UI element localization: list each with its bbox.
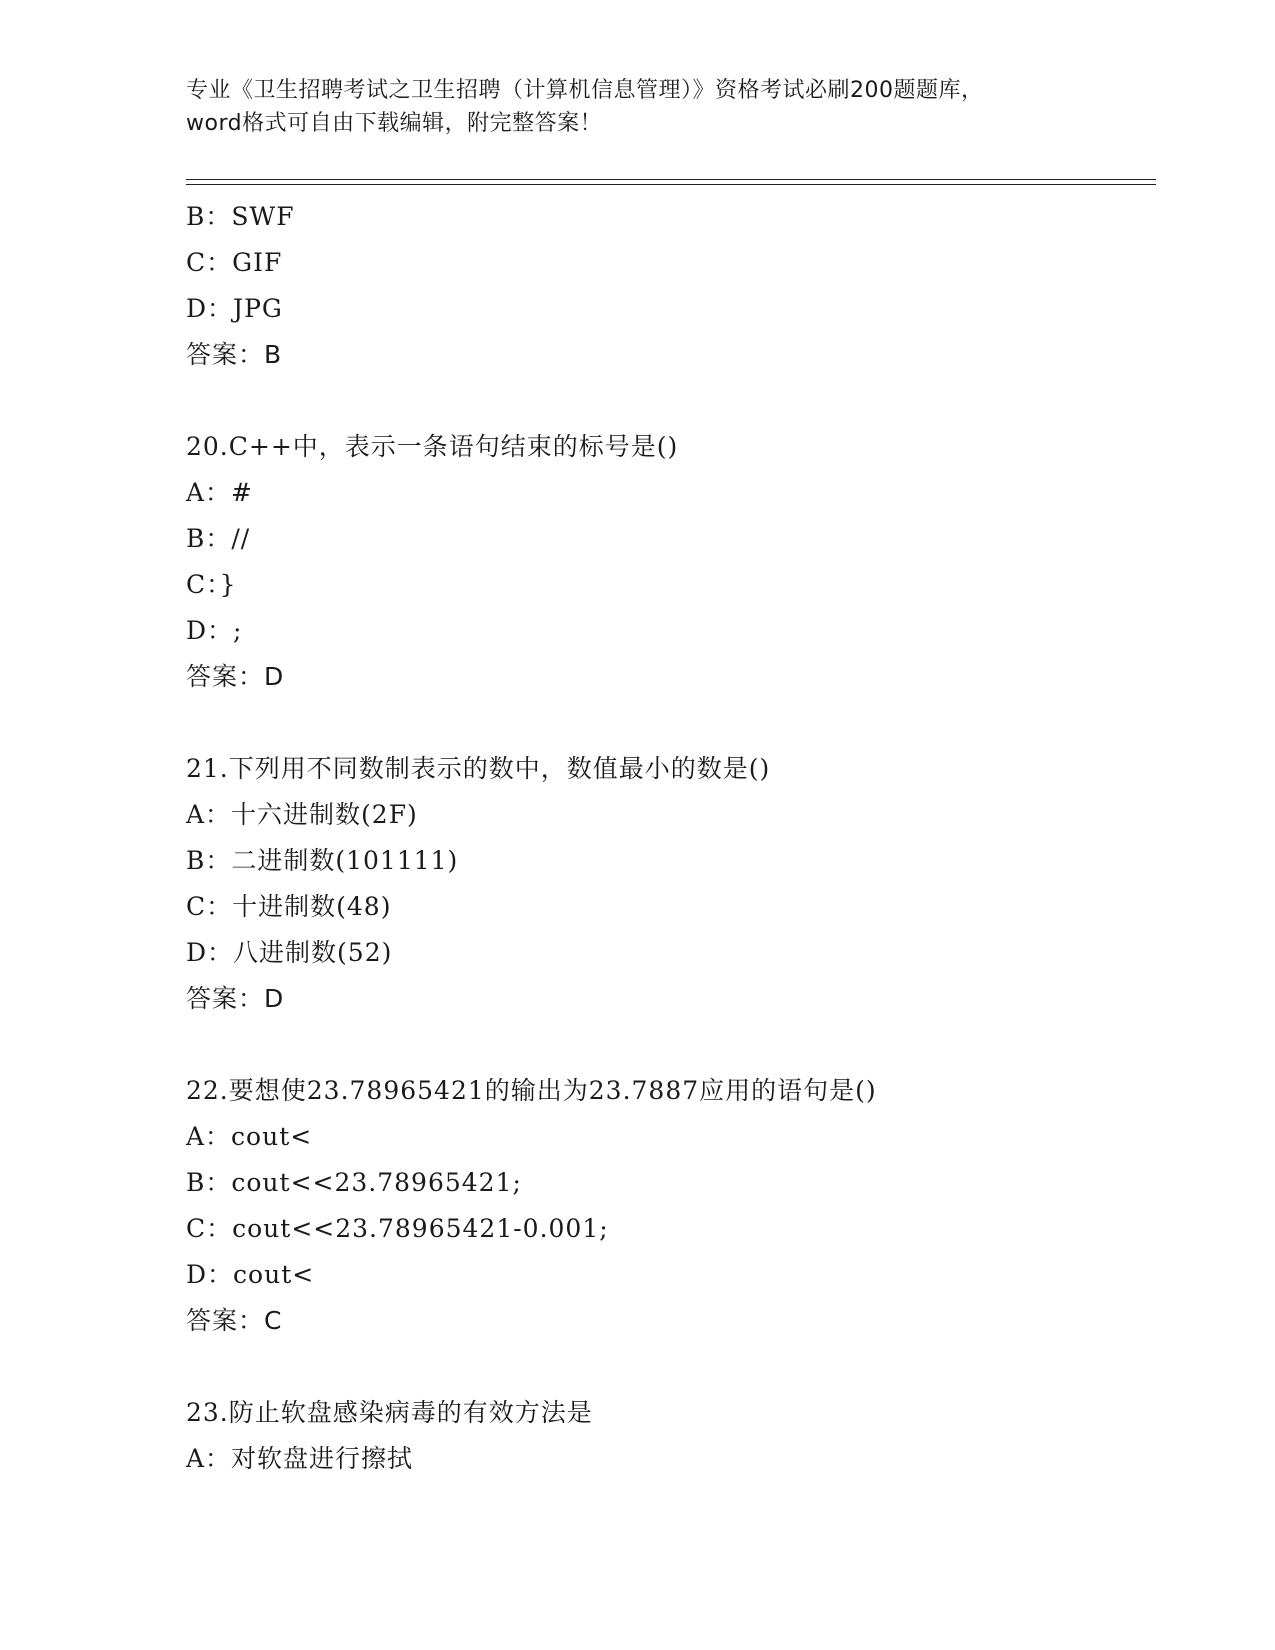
header-title-line-1: 专业《卫生招聘考试之卫生招聘（计算机信息管理）》资格考试必刷200题题库， (186, 78, 984, 103)
option-d: D：八进制数(52) (186, 938, 393, 967)
option-b: B：cout<<23.78965421; (186, 1168, 522, 1197)
spacer (186, 1344, 1136, 1390)
option-b: B：// (186, 524, 251, 553)
document-header (186, 74, 1086, 140)
option-a: A：# (186, 478, 254, 507)
question-title: 20.C++中，表示一条语句结束的标号是() (186, 432, 679, 461)
question-22 (186, 1068, 1136, 1344)
spacer (186, 1022, 1136, 1068)
option-b: B：SWF (186, 202, 295, 231)
question-list (186, 194, 1136, 1482)
option-d: D：; (186, 616, 243, 645)
answer-line: 答案：D (186, 984, 285, 1013)
option-a: A：十六进制数(2F) (186, 800, 418, 829)
option-d: D：cout< (186, 1260, 315, 1289)
header-title-line-2: word格式可自由下载编辑，附完整答案！ (186, 111, 603, 136)
answer-line: 答案：B (186, 340, 283, 369)
answer-line: 答案：D (186, 662, 285, 691)
question-21 (186, 746, 1136, 1022)
spacer (186, 700, 1136, 746)
question-23 (186, 1390, 1136, 1482)
question-title: 23.防止软盘感染病毒的有效方法是 (186, 1398, 593, 1427)
header-divider-bottom (186, 184, 1156, 185)
question-20 (186, 424, 1136, 700)
header-divider-top (186, 179, 1156, 180)
option-a: A：对软盘进行擦拭 (186, 1444, 414, 1473)
option-c: C：cout<<23.78965421-0.001; (186, 1214, 609, 1243)
question-19 (186, 194, 1136, 378)
question-title: 21.下列用不同数制表示的数中，数值最小的数是() (186, 754, 771, 783)
option-c: C：GIF (186, 248, 283, 277)
spacer (186, 378, 1136, 424)
question-title: 22.要想使23.78965421的输出为23.7887应用的语句是() (186, 1076, 877, 1105)
option-d: D：JPG (186, 294, 283, 323)
option-a: A：cout< (186, 1122, 313, 1151)
option-c: C：} (186, 570, 237, 599)
option-b: B：二进制数(101111) (186, 846, 459, 875)
option-c: C：十进制数(48) (186, 892, 392, 921)
answer-line: 答案：C (186, 1306, 283, 1335)
